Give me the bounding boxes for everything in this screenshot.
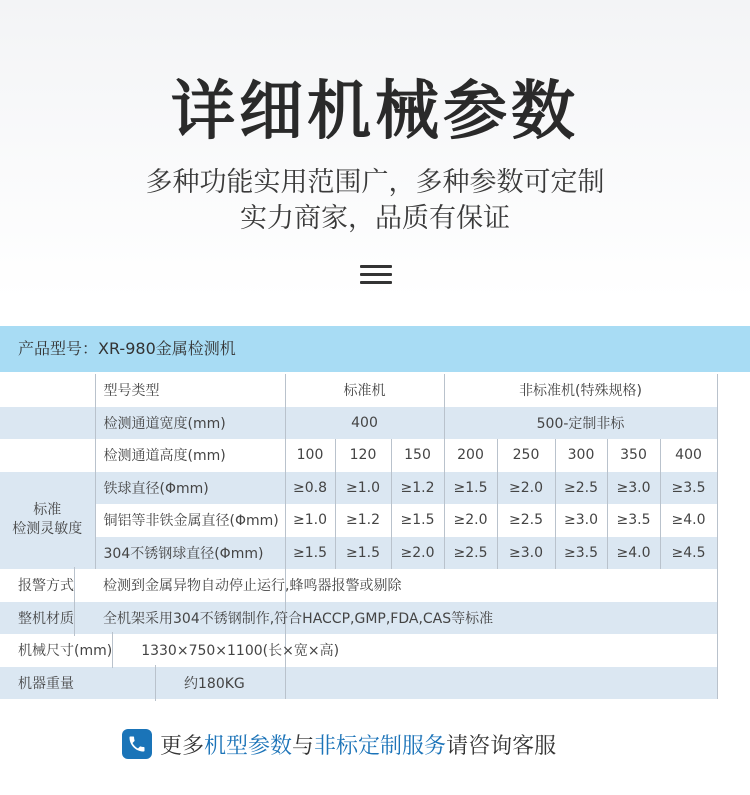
size-value: 1330×750×1100(长×宽×高) bbox=[141, 643, 340, 660]
alarm-value: 检测到金属异物自动停止运行,蜂鸣器报警或剔除 bbox=[103, 578, 402, 595]
height-label: 检测通道高度(mm) bbox=[95, 439, 285, 472]
sensitivity-line-1: 标准 bbox=[33, 502, 62, 519]
menu-lines-icon bbox=[360, 265, 392, 285]
iron-value: ≥1.2 bbox=[391, 472, 444, 505]
steel-label: 304不锈钢球直径(Φmm) bbox=[95, 537, 285, 570]
steel-value: ≥2.5 bbox=[444, 537, 497, 570]
iron-value: ≥3.5 bbox=[660, 472, 717, 505]
steel-value: ≥2.0 bbox=[391, 537, 444, 570]
steel-value: ≥3.0 bbox=[497, 537, 555, 570]
size-label: 机械尺寸(mm) bbox=[18, 643, 113, 660]
height-value: 300 bbox=[555, 439, 607, 472]
footer-text-1: 更多 bbox=[160, 733, 205, 759]
row-nonferrous bbox=[0, 504, 750, 537]
product-model-bar: 产品型号：XR-980金属检测机 bbox=[0, 326, 750, 372]
footer-highlight-models: 机型参数 bbox=[204, 733, 293, 759]
nonferrous-value: ≥3.0 bbox=[555, 504, 607, 537]
sensitivity-label bbox=[0, 472, 95, 570]
material-value: 全机架采用304不锈钢制作,符合HACCP,GMP,FDA,CAS等标准 bbox=[103, 610, 494, 627]
nonferrous-value: ≥2.5 bbox=[497, 504, 555, 537]
row-material bbox=[0, 602, 750, 635]
height-value: 150 bbox=[391, 439, 444, 472]
width-non-standard: 500-定制非标 bbox=[444, 407, 717, 440]
phone-icon bbox=[122, 729, 152, 759]
iron-value: ≥2.0 bbox=[497, 472, 555, 505]
steel-value: ≥4.5 bbox=[660, 537, 717, 570]
iron-value: ≥1.0 bbox=[335, 472, 391, 505]
subtitle-line-2: 实力商家，品质有保证 bbox=[240, 203, 510, 234]
nonferrous-value: ≥1.0 bbox=[285, 504, 335, 537]
row-width bbox=[0, 407, 750, 440]
row-size bbox=[0, 634, 750, 667]
steel-value: ≥1.5 bbox=[335, 537, 391, 570]
standard-header: 标准机 bbox=[285, 374, 444, 407]
row-alarm bbox=[0, 569, 750, 602]
height-value: 100 bbox=[285, 439, 335, 472]
iron-value: ≥0.8 bbox=[285, 472, 335, 505]
nonferrous-value: ≥1.5 bbox=[391, 504, 444, 537]
subtitle-line-1: 多种功能实用范围广，多种参数可定制 bbox=[145, 167, 605, 198]
footer-highlight-custom: 非标定制服务 bbox=[314, 733, 447, 759]
iron-value: ≥1.5 bbox=[444, 472, 497, 505]
nonferrous-label: 铜铝等非铁金属直径(Φmm) bbox=[95, 504, 285, 537]
material-label: 整机材质 bbox=[18, 610, 74, 627]
footer-text-2: 与 bbox=[292, 733, 315, 759]
steel-value: ≥4.0 bbox=[607, 537, 660, 570]
page-title: 详细机械参数 bbox=[171, 75, 579, 149]
iron-label: 铁球直径(Φmm) bbox=[95, 472, 285, 505]
steel-value: ≥3.5 bbox=[555, 537, 607, 570]
nonferrous-value: ≥4.0 bbox=[660, 504, 717, 537]
row-type bbox=[0, 374, 750, 407]
iron-value: ≥2.5 bbox=[555, 472, 607, 505]
alarm-label: 报警方式 bbox=[18, 578, 74, 595]
footer-text-3: 请咨询客服 bbox=[446, 733, 557, 759]
non-standard-header: 非标准机(特殊规格) bbox=[444, 374, 717, 407]
row-height bbox=[0, 439, 750, 472]
row-weight bbox=[0, 667, 750, 700]
row-steel bbox=[0, 537, 750, 570]
row-iron bbox=[0, 472, 750, 505]
nonferrous-value: ≥1.2 bbox=[335, 504, 391, 537]
iron-value: ≥3.0 bbox=[607, 472, 660, 505]
type-label: 型号类型 bbox=[95, 374, 285, 407]
height-value: 250 bbox=[497, 439, 555, 472]
weight-label: 机器重量 bbox=[18, 675, 74, 692]
phone-glyph-icon bbox=[127, 734, 147, 754]
steel-value: ≥1.5 bbox=[285, 537, 335, 570]
height-value: 200 bbox=[444, 439, 497, 472]
height-value: 120 bbox=[335, 439, 391, 472]
weight-value: 约180KG bbox=[184, 675, 245, 692]
nonferrous-value: ≥3.5 bbox=[607, 504, 660, 537]
height-value: 350 bbox=[607, 439, 660, 472]
nonferrous-value: ≥2.0 bbox=[444, 504, 497, 537]
height-value: 400 bbox=[660, 439, 717, 472]
width-label: 检测通道宽度(mm) bbox=[95, 407, 285, 440]
sensitivity-line-2: 检测灵敏度 bbox=[12, 521, 83, 538]
spec-table bbox=[0, 374, 750, 699]
width-standard: 400 bbox=[285, 407, 444, 440]
contact-footer bbox=[122, 728, 556, 760]
